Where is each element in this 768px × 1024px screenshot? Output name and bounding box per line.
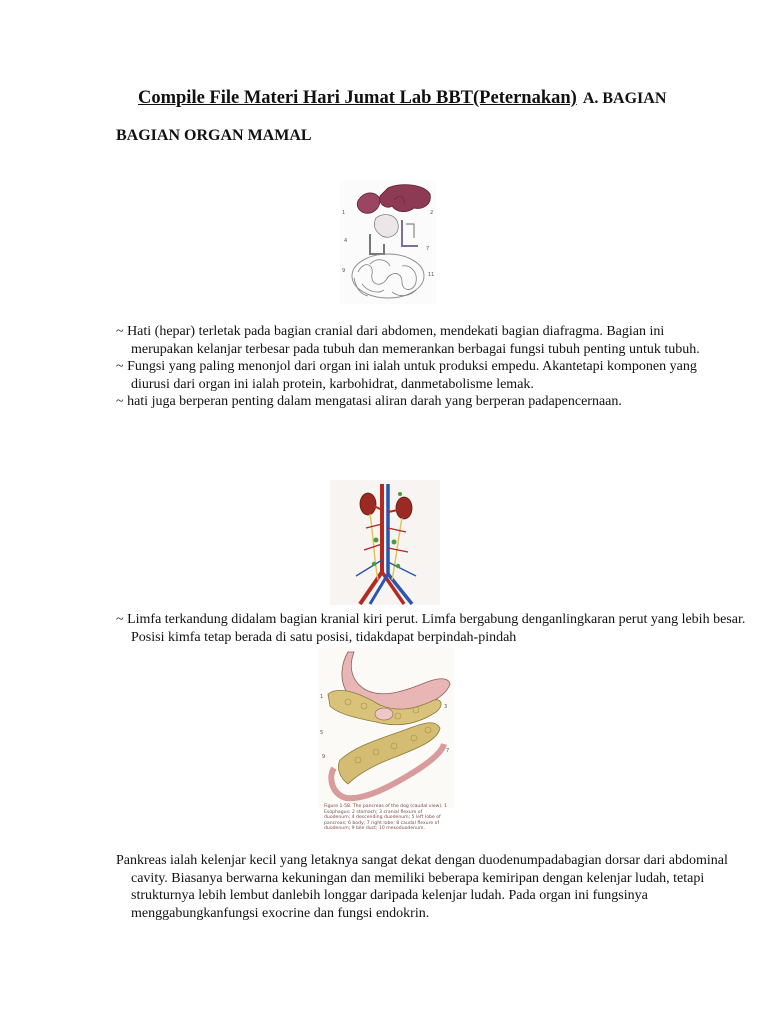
- title-rest: A. BAGIAN: [582, 90, 667, 107]
- limfa-paragraph: ~ Limfa terkandung didalam bagian kranial kiri perut. Limfa bergabung denganlingkaran perut yang lebih besar. Posisi kimfa tetap berada di satu posisi, tidakdapat berpindah-pindah: [116, 612, 746, 645]
- hati-paragraph-1: ~ Hati (hepar) terletak pada bagian cranial dari abdomen, mendekati bagian diafragma. Bagian ini merupakan kelanjar terbesar pada tubuh dan memerankan berbagai fungsi tubuh penting untuk tubuh.: [116, 324, 700, 357]
- kidney-vessels-illustration: [330, 480, 440, 605]
- hati-paragraphs: [116, 323, 728, 411]
- title-main: Compile File Materi Hari Jumat Lab BBT(Peternakan): [138, 88, 577, 108]
- svg-text:1: 1: [320, 694, 324, 700]
- pancreas-illustration: [318, 648, 454, 836]
- svg-text:1: 1: [342, 210, 346, 216]
- svg-text:11: 11: [428, 272, 435, 278]
- svg-text:4: 4: [344, 238, 348, 244]
- svg-text:9: 9: [322, 754, 326, 760]
- hati-paragraph-2: ~ Fungsi yang paling menonjol dari organ ini ialah untuk produksi empedu. Akantetapi komponen yang diurusi dari organ ini ialah protein, karbohidrat, danmetabolisme lemak.: [116, 359, 697, 392]
- section-heading: BAGIAN ORGAN MAMAL: [116, 127, 312, 144]
- svg-text:5: 5: [320, 730, 324, 736]
- liver-illustration: [340, 180, 436, 304]
- svg-text:2: 2: [430, 210, 434, 216]
- svg-text:3: 3: [444, 704, 448, 710]
- pankreas-paragraph: Pankreas ialah kelenjar kecil yang letaknya sangat dekat dengan duodenumpadabagian dorsar dari abdominal cavity. Biasanya berwarna kekuningan dan memiliki beberapa kemiripan dengan kelenjar ludah, tetapi strukturnya lebih lembut danlebih longgar daripada kelenjar ludah. Pada organ ini fungsinya menggabungkanfungsi exocrine dan fungsi endokrin.: [116, 853, 728, 921]
- svg-text:9: 9: [342, 268, 346, 274]
- pancreas-figure-caption: Figure 1-58. The pancreas of the dog (caudal view). 1 Esophagus; 2 stomach; 3 cranial flexure of duodenum; 4 descending duodenum; 5 left lobe of pancreas; 6 body; 7 right lobe; 8 caudal flexure of duodenum; 9 bile duct; 10 mesoduodenum.: [324, 804, 448, 832]
- document-title: [138, 88, 666, 109]
- svg-text:7: 7: [426, 246, 430, 252]
- svg-text:7: 7: [446, 748, 450, 754]
- hati-paragraph-3: ~ hati juga berperan penting dalam mengatasi aliran darah yang berperan padapencernaan.: [116, 394, 622, 409]
